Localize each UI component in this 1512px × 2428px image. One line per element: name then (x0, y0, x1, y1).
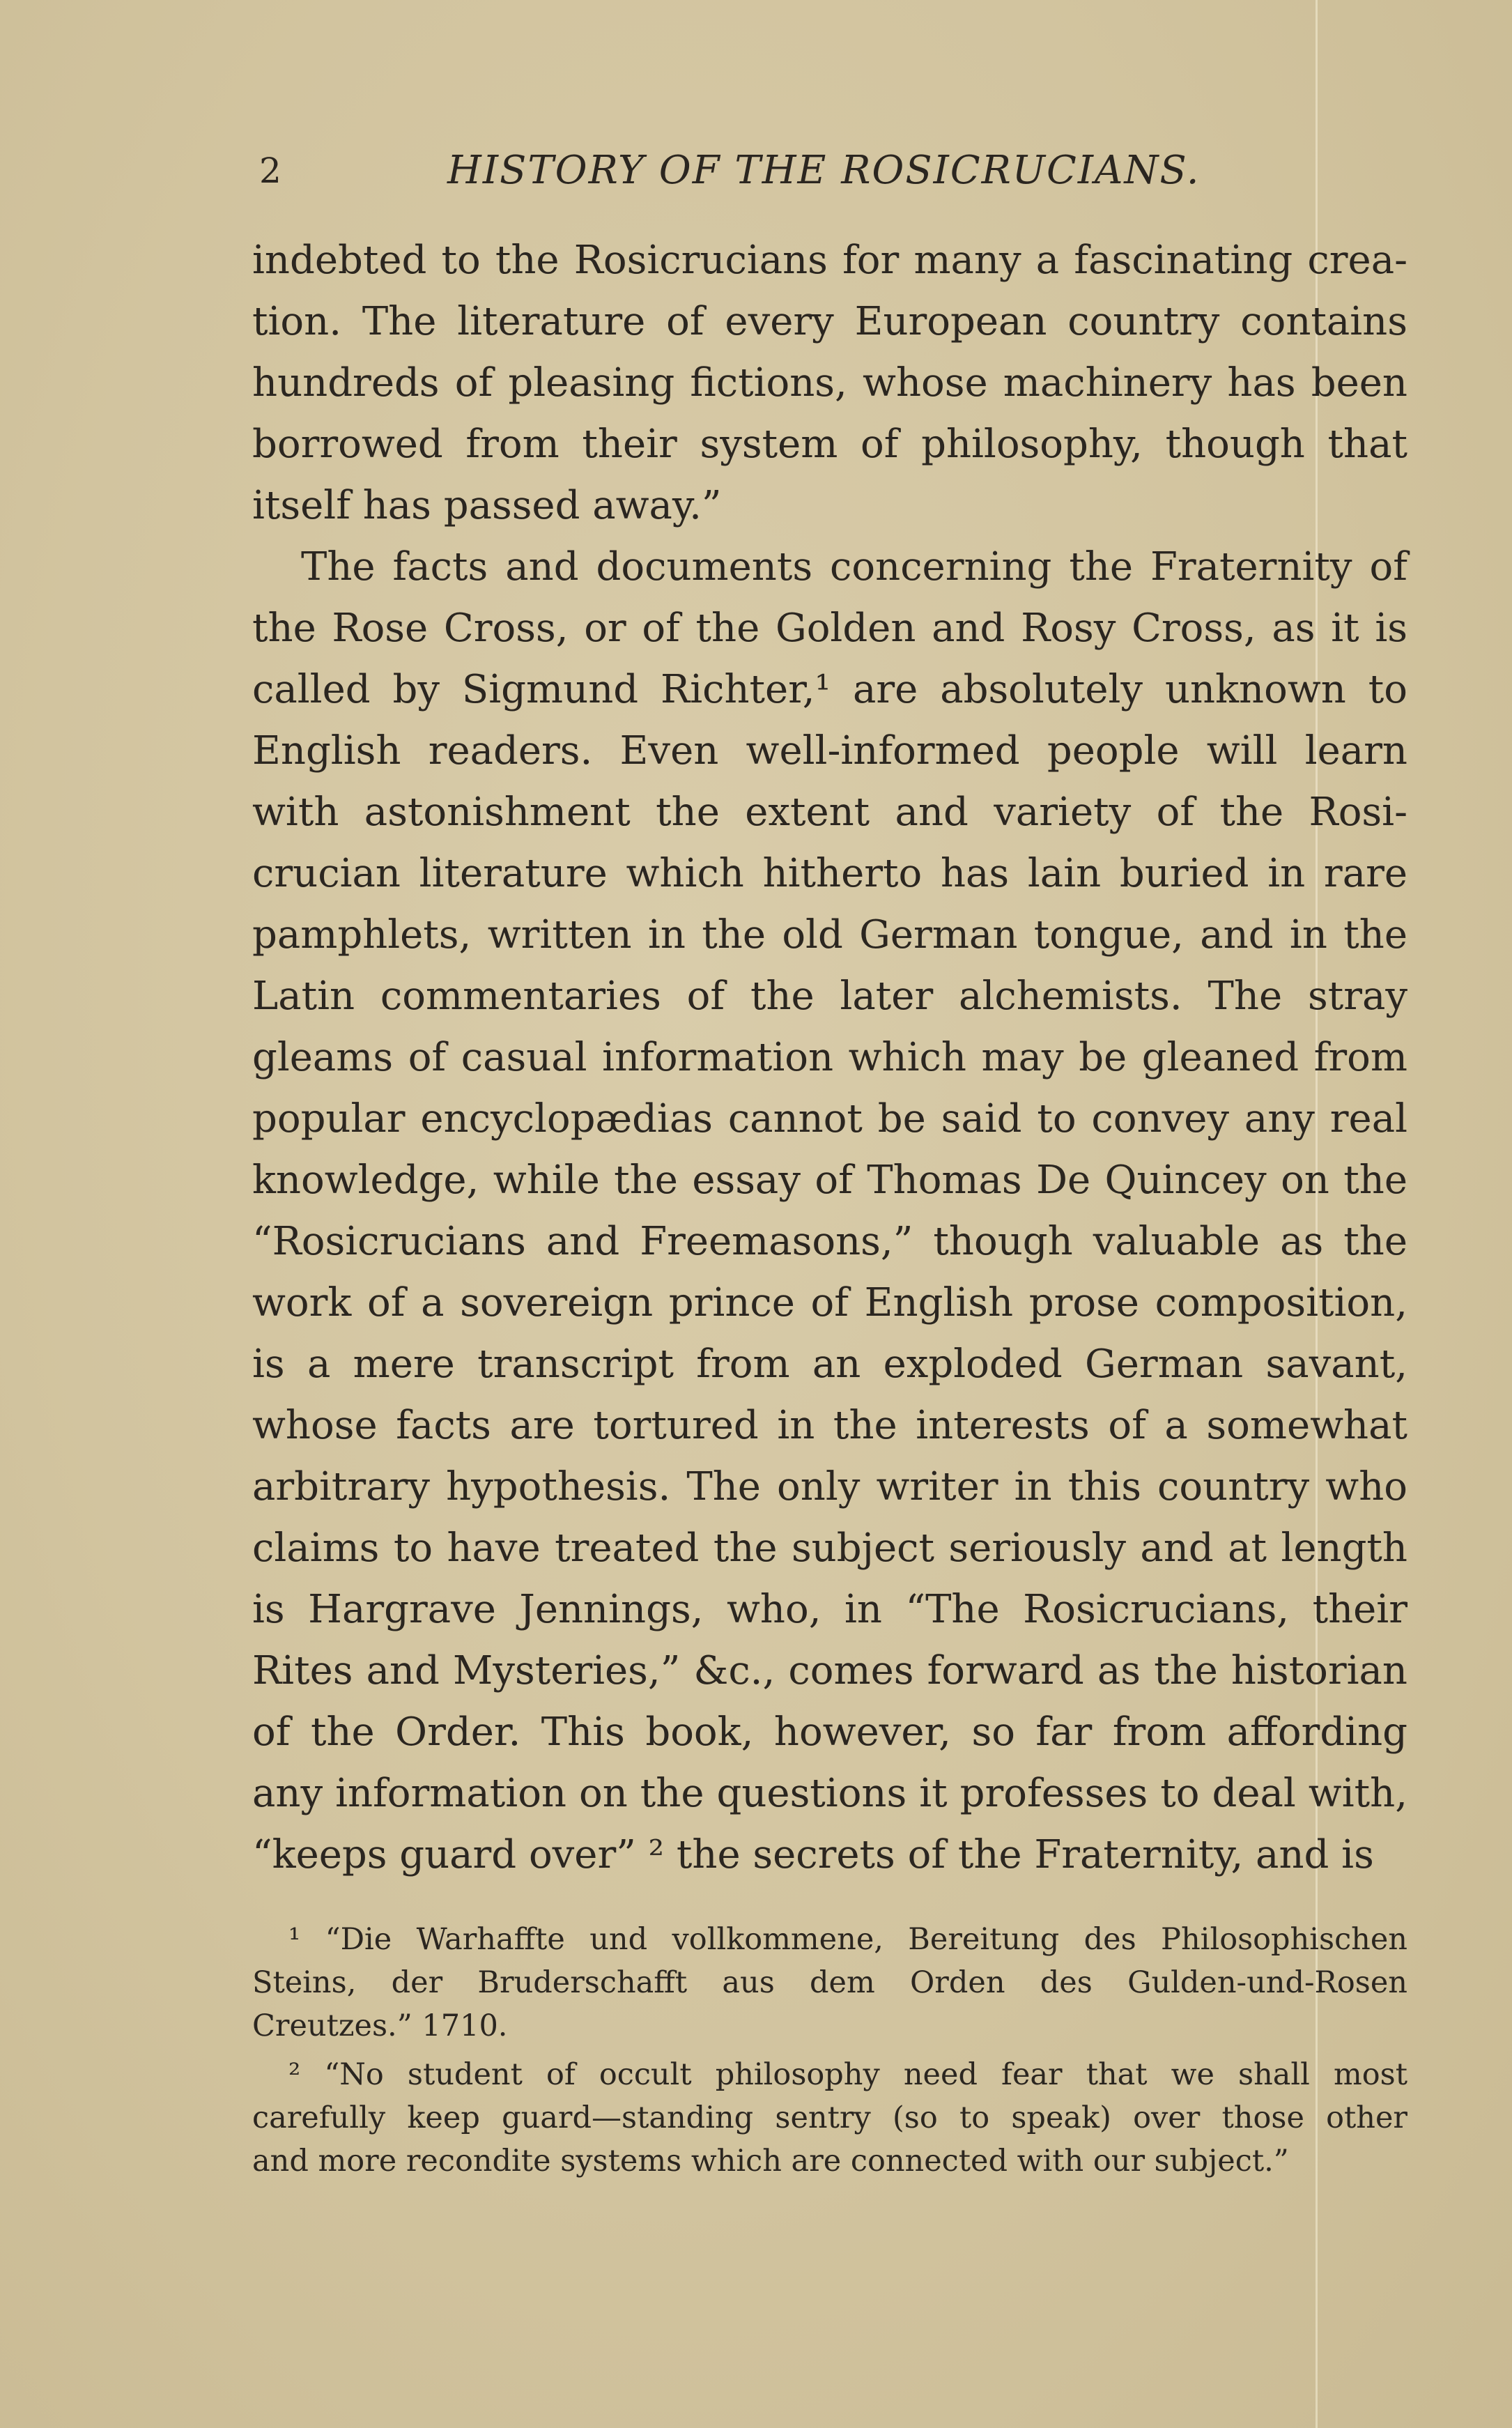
footnote-2 (252, 2053, 1407, 2183)
footnote-1 (252, 1918, 1407, 2047)
text-line: is Hargrave Jennings, who, in “The Rosicrucians, their (252, 1587, 1407, 1632)
text-line: whose facts are tortured in the interests of a somewhat (252, 1403, 1407, 1448)
text-line: called by Sigmund Richter,¹ are absolutely unknown to (252, 667, 1407, 712)
body-text (252, 230, 1407, 1886)
text-line: popular encyclopædias cannot be said to convey any real (252, 1096, 1407, 1142)
text-line: the Rose Cross, or of the Golden and Rosy Cross, as it is (252, 606, 1407, 651)
text-line: pamphlets, written in the old German tongue, and in the (252, 912, 1407, 958)
text-line: is a mere transcript from an exploded German savant, (252, 1342, 1407, 1387)
text-line: English readers. Even well-informed people will learn (252, 728, 1407, 774)
footnote-line: carefully keep guard—standing sentry (so to speak) over those other (252, 2100, 1407, 2135)
text-line: borrowed from their system of philosophy, though that (252, 422, 1407, 467)
text-line: gleams of casual information which may be gleaned from (252, 1035, 1407, 1080)
text-line: crucian literature which hitherto has lain buried in rare (252, 851, 1407, 896)
running-title: HISTORY OF THE ROSICRUCIANS. (447, 148, 1201, 193)
footnote-line: ¹ “Die Warhaffte und vollkommene, Bereitung des Philosophischen (288, 1922, 1407, 1957)
text-line: “Rosicrucians and Freemasons,” though valuable as the (252, 1219, 1407, 1264)
footnotes (252, 1918, 1407, 2183)
footnote-line: ² “No student of occult philosophy need fear that we shall most (288, 2057, 1407, 2092)
page-number: 2 (259, 151, 281, 191)
text-line: with astonishment the extent and variety of the Rosi- (252, 790, 1407, 835)
text-line: arbitrary hypothesis. The only writer in this country who (252, 1464, 1407, 1509)
footnote-line: and more recondite systems which are connected with our subject.” (252, 2144, 1289, 2179)
text-line: itself has passed away.” (252, 483, 722, 528)
text-line: any information on the questions it professes to deal with, (252, 1771, 1407, 1816)
text-line: of the Order. This book, however, so far from affording (252, 1709, 1407, 1755)
text-line: tion. The literature of every European country contains (252, 299, 1407, 344)
text-line: indebted to the Rosicrucians for many a fascinating crea- (252, 238, 1407, 283)
footnote-line: Steins, der Bruderschafft aus dem Orden des Gulden-und-Rosen (252, 1965, 1407, 2000)
text-line: work of a sovereign prince of English prose composition, (252, 1280, 1407, 1326)
text-line: hundreds of pleasing fictions, whose machinery has been (252, 360, 1407, 406)
text-line: The facts and documents concerning the Fraternity of (301, 544, 1407, 590)
text-line: Rites and Mysteries,” &c., comes forward as the historian (252, 1648, 1407, 1693)
text-line: claims to have treated the subject seriously and at length (252, 1526, 1407, 1571)
text-line: Latin commentaries of the later alchemists. The stray (252, 974, 1407, 1019)
running-header (252, 143, 1407, 199)
text-line: knowledge, while the essay of Thomas De Quincey on the (252, 1158, 1407, 1203)
footnote-line: Creutzes.” 1710. (252, 2008, 508, 2043)
text-line: “keeps guard over” ² the secrets of the Fraternity, and is (252, 1832, 1374, 1877)
